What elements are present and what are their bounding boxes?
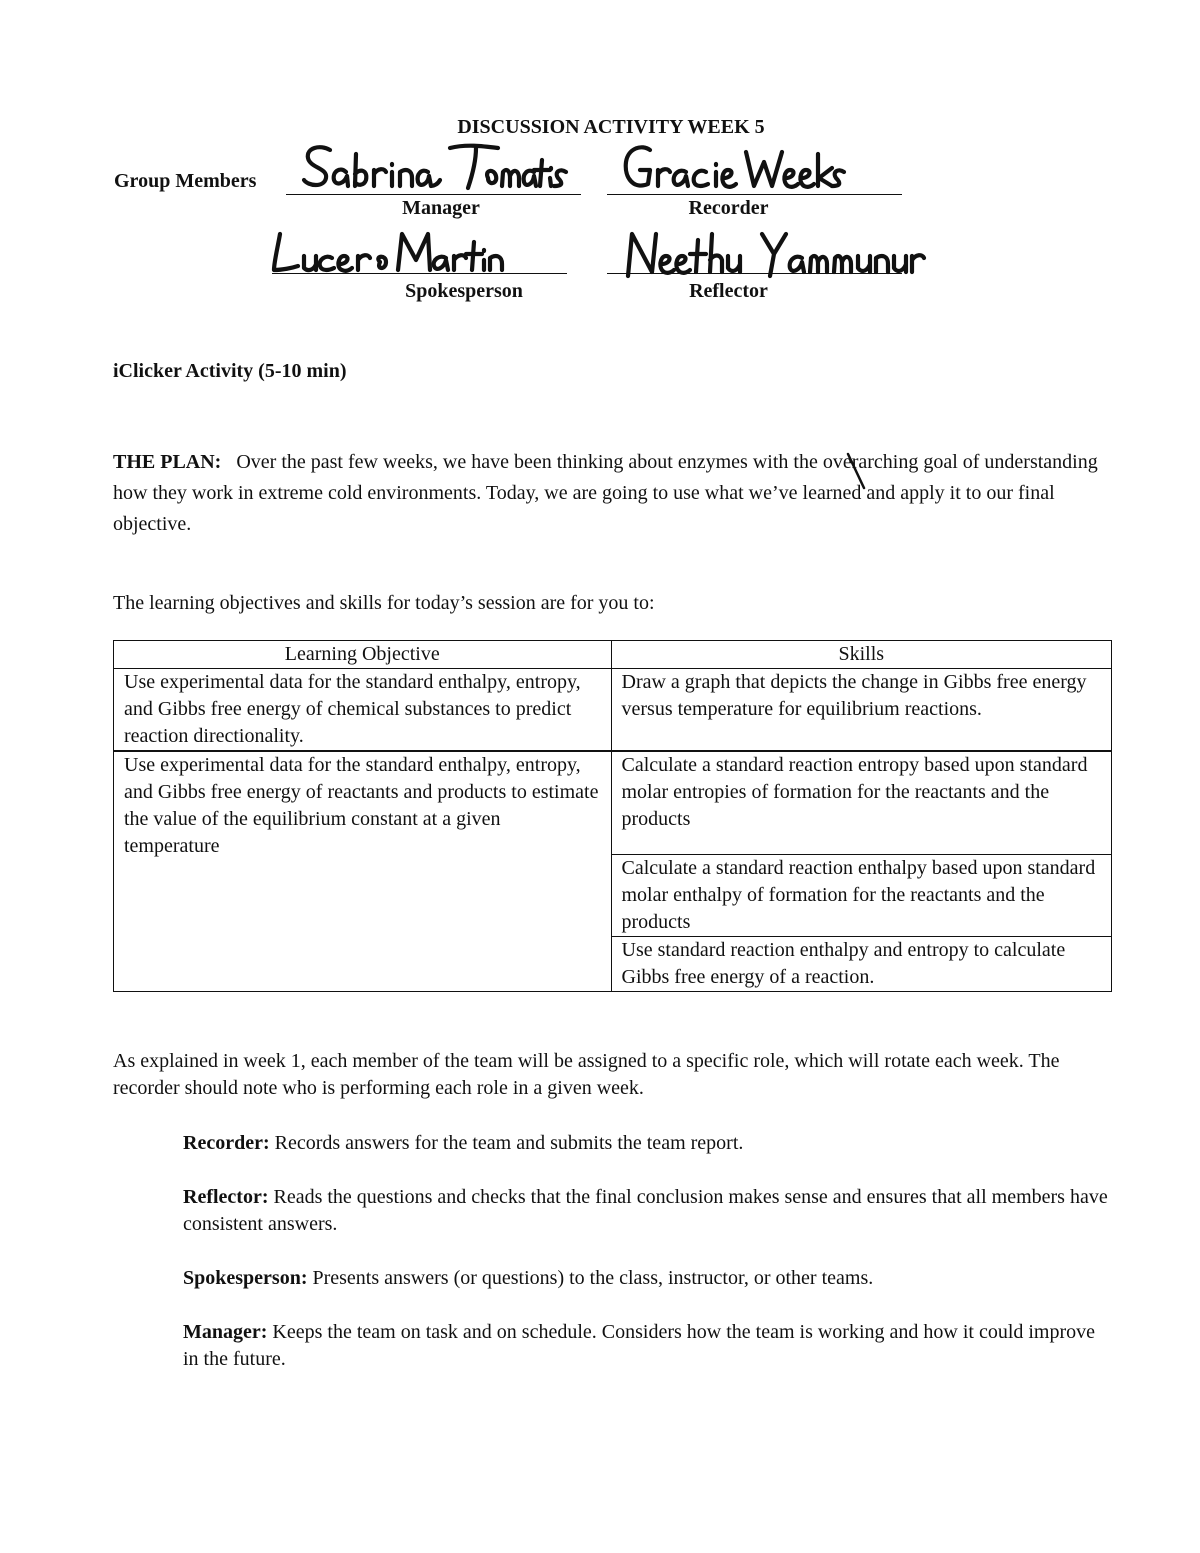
skill-cell: Use standard reaction enthalpy and entropy to calculate Gibbs free energy of a reaction. xyxy=(611,937,1112,992)
header-skills: Skills xyxy=(611,641,1112,669)
role-name: Manager: xyxy=(183,1321,268,1343)
objective-cell: Use experimental data for the standard enthalpy, entropy, and Gibbs free energy of reactants and products to estimate the value of the equilibrium constant at a given temperature xyxy=(114,751,612,992)
role-name: Reflector: xyxy=(183,1186,269,1208)
objectives-table xyxy=(113,640,1112,992)
table-row xyxy=(114,751,1112,855)
signature-gracie-weeks xyxy=(620,140,840,196)
role-label-manager: Manager xyxy=(402,197,480,219)
role-label-reflector: Reflector xyxy=(689,280,768,302)
plan-paragraph xyxy=(113,447,1113,540)
role-recorder xyxy=(183,1130,1113,1157)
role-name: Recorder: xyxy=(183,1132,270,1154)
role-description: Keeps the team on task and on schedule. Considers how the team is working and how it could improve in the future. xyxy=(183,1321,1096,1370)
table-row xyxy=(114,669,1112,752)
role-reflector xyxy=(183,1184,1113,1238)
role-description: Records answers for the team and submits the team report. xyxy=(274,1132,744,1154)
header-learning-objective: Learning Objective xyxy=(114,641,612,669)
skill-cell: Draw a graph that depicts the change in Gibbs free energy versus temperature for equilibrium reactions. xyxy=(611,669,1112,752)
role-manager xyxy=(183,1319,1113,1373)
role-description: Presents answers (or questions) to the class, instructor, or other teams. xyxy=(312,1267,874,1289)
role-label-recorder: Recorder xyxy=(688,197,769,219)
iclicker-heading: iClicker Activity (5-10 min) xyxy=(113,360,347,382)
objectives-intro: The learning objectives and skills for today’s session are for you to: xyxy=(113,592,655,614)
skill-cell: Calculate a standard reaction entropy based upon standard molar entropies of formation for the reactants and the products xyxy=(611,751,1112,855)
table-header-row xyxy=(114,641,1112,669)
handwritten-edit-mark xyxy=(844,452,868,492)
roles-intro: As explained in week 1, each member of the team will be assigned to a specific role, which will rotate each week. The recorder should note who is performing each role in a given week. xyxy=(113,1050,1060,1099)
group-members-label: Group Members xyxy=(114,170,257,192)
role-name: Spokesperson: xyxy=(183,1267,308,1289)
plan-text: Over the past few weeks, we have been thinking about enzymes with the overarching goal of understanding how they work in extreme cold environments. Today, we are going to use what we’ve learned and apply it to our final objective. xyxy=(113,451,1098,535)
role-description: Reads the questions and checks that the final conclusion makes sense and ensures that all members have consistent answers. xyxy=(183,1186,1108,1235)
signature-neethu-yammunur xyxy=(622,226,927,282)
skill-cell: Calculate a standard reaction enthalpy based upon standard molar enthalpy of formation for the reactants and the products xyxy=(611,855,1112,937)
objective-cell: Use experimental data for the standard enthalpy, entropy, and Gibbs free energy of chemical substances to predict reaction directionality. xyxy=(114,669,612,752)
plan-label: THE PLAN: xyxy=(113,451,222,473)
role-spokesperson xyxy=(183,1265,1113,1292)
role-label-spokesperson: Spokesperson xyxy=(405,280,523,302)
page-title: DISCUSSION ACTIVITY WEEK 5 xyxy=(457,116,765,138)
signature-sabrina-tomatis xyxy=(300,140,560,196)
roles-list xyxy=(183,1130,1113,1400)
signature-lucero-martinez xyxy=(268,226,508,278)
